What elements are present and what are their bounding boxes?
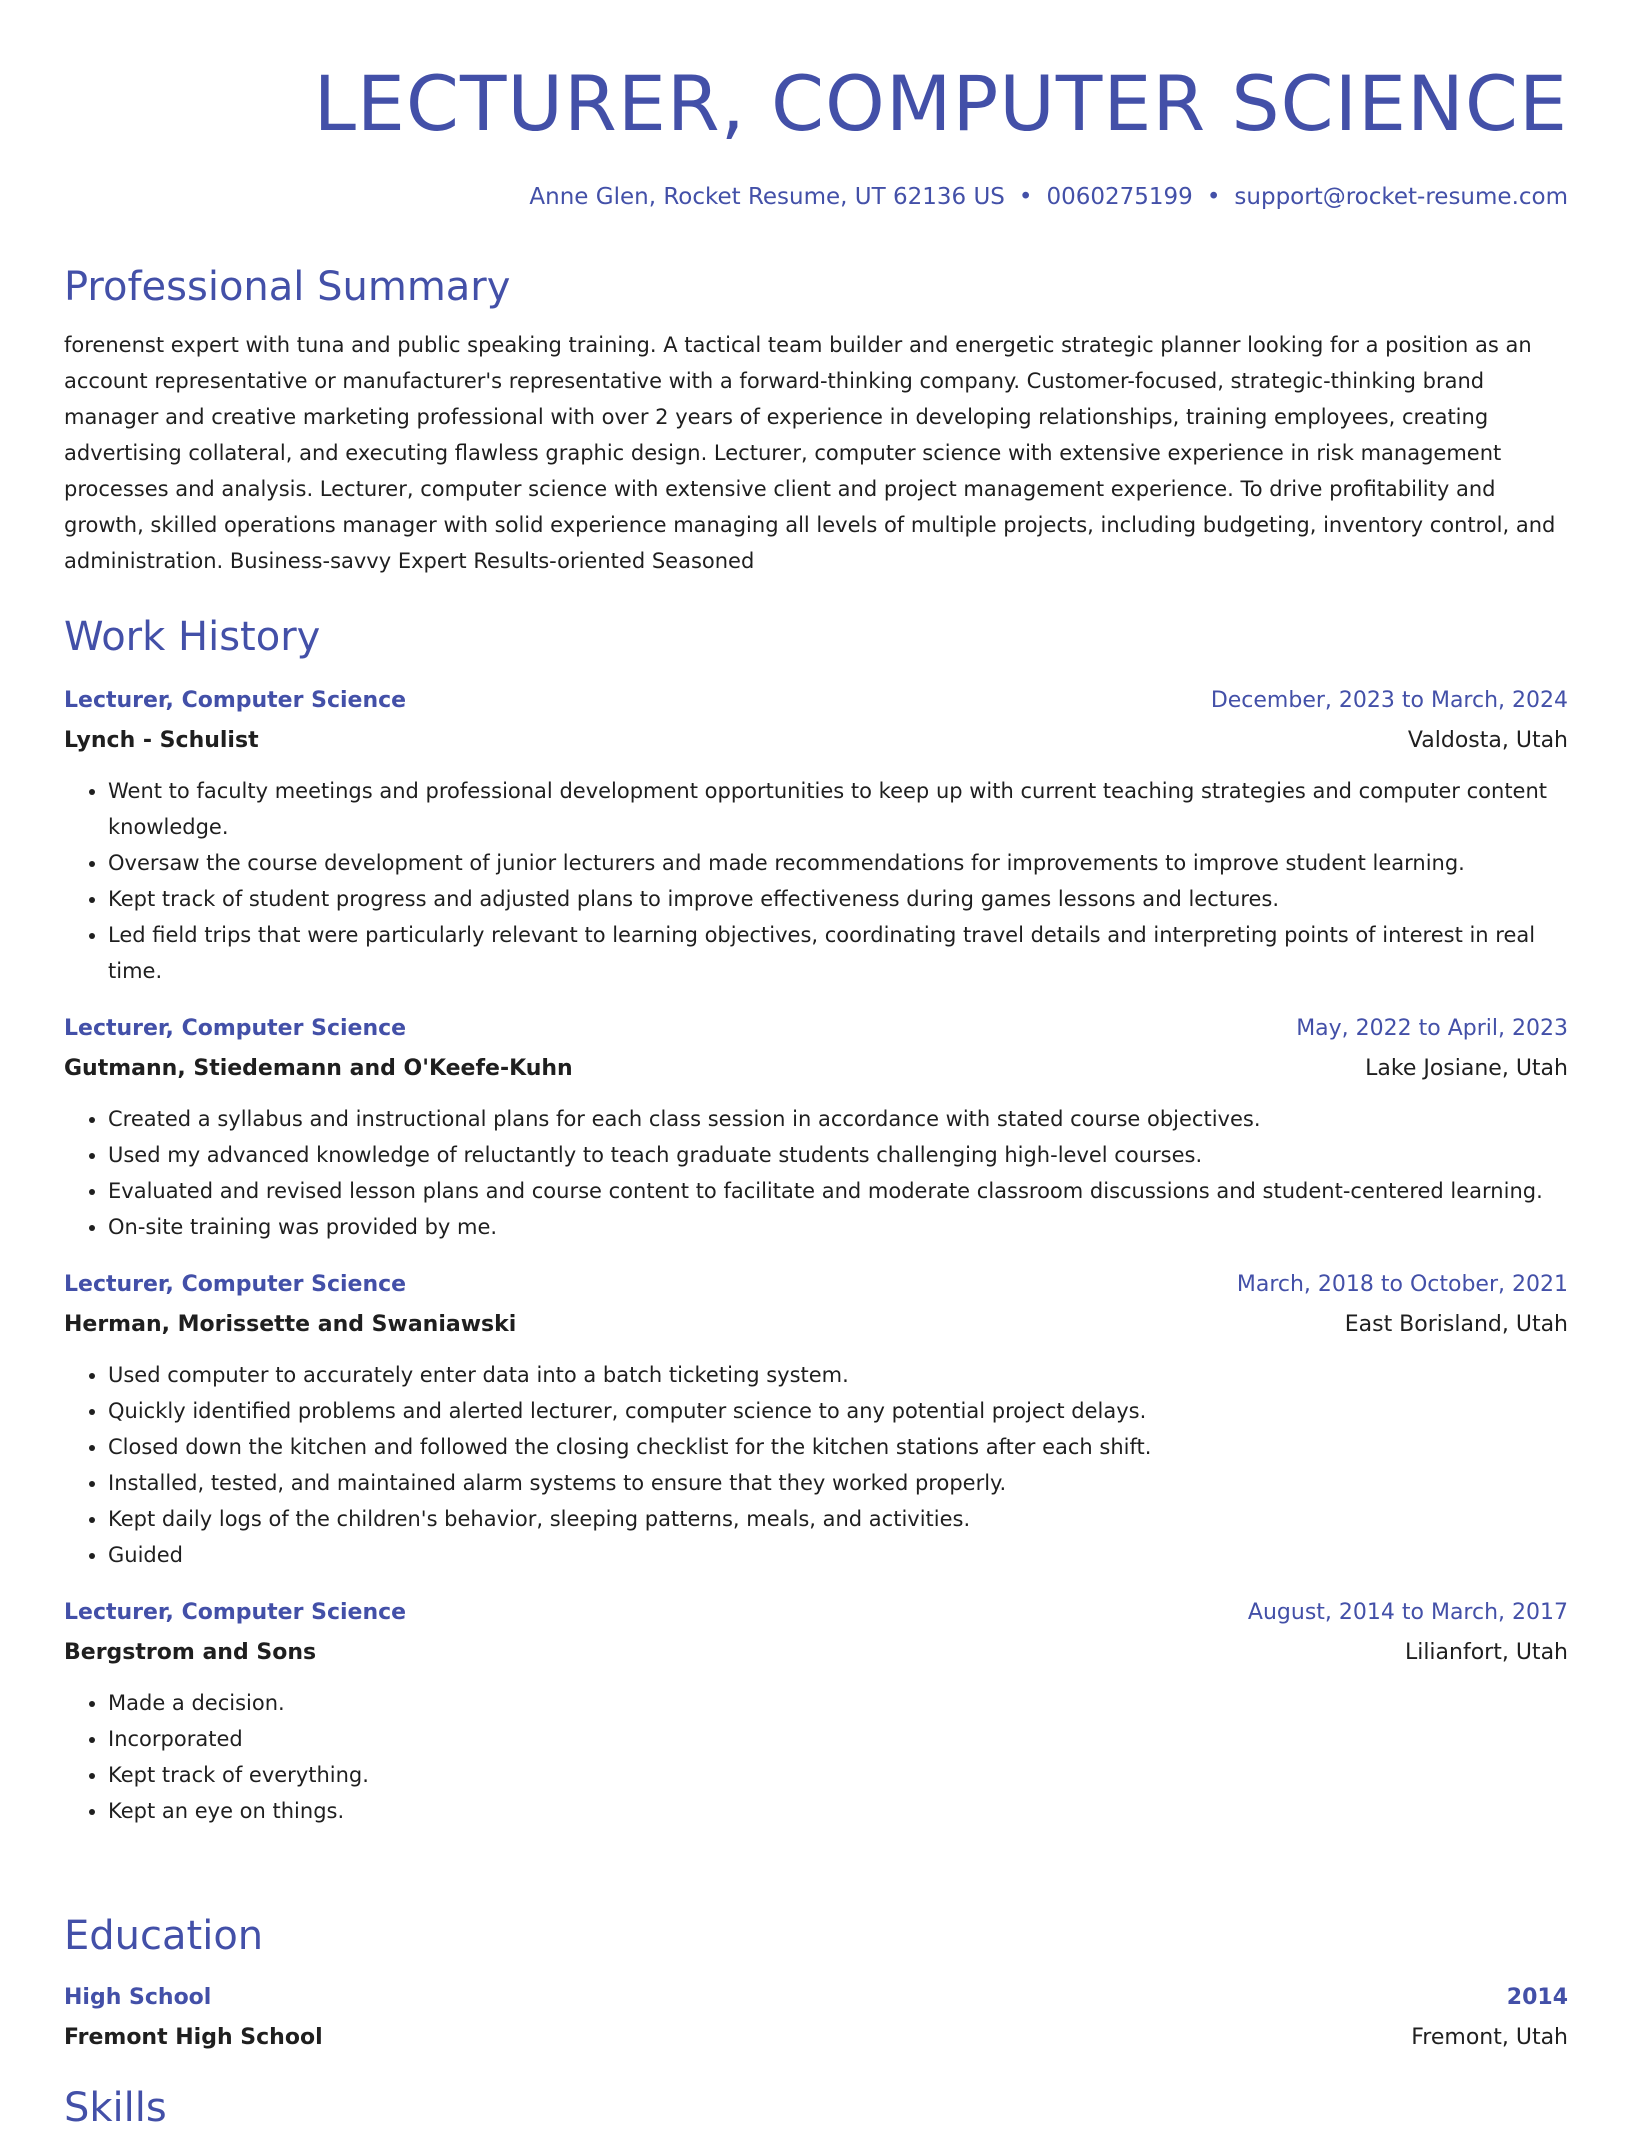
job-bullet: • Went to faculty meetings and professional development opportunities to keep up with current teaching strategies and computer content knowledge.: [108, 773, 1568, 845]
summary-text: forenenst expert with tuna and public speaking training. A tactical team builder and energetic strategic planner looking for a position as an account representative or manufacturer's representative with a forward-thinking company. Customer-focused, strategic-thinking brand manager and creative marketing professional with over 2 years of experience in developing relationships, training employees, creating advertising collateral, and executing flawless graphic design. Lecturer, computer science with extensive experience in risk management processes and analysis. Lecturer, computer science with extensive client and project management experience. To drive profitability and growth, skilled operations manager with solid experience managing all levels of multiple projects, including budgeting, inventory control, and administration. Business-savvy Expert Results-oriented Seasoned: [64, 333, 1556, 573]
job-bullet: • Incorporated: [108, 1721, 1568, 1757]
work-history-heading: Work History: [64, 614, 321, 660]
job-bullet: • Led field trips that were particularly relevant to learning objectives, coordinating travel details and interpreting points of interest in real time.: [108, 917, 1568, 989]
job-bullet: • Made a decision.: [108, 1685, 1568, 1721]
job-entry: [64, 1009, 1568, 1245]
job-bullet: • Kept track of everything.: [108, 1757, 1568, 1793]
job-company: Gutmann, Stiedemann and O'Keefe-Kuhn: [64, 1056, 573, 1081]
skills-section: [64, 2080, 1568, 2136]
job-bullet: • Kept an eye on things.: [108, 1793, 1568, 1829]
job-bullets: [64, 1357, 1568, 1573]
job-bullet: • Oversaw the course development of junior lecturers and made recommendations for improvements to improve student learning.: [108, 845, 1568, 881]
contact-address: Anne Glen, Rocket Resume, UT 62136 US: [529, 184, 1005, 210]
job-dates: March, 2018 to October, 2021: [1236, 1272, 1568, 1297]
education-section: [64, 1908, 1568, 2058]
summary-heading: Professional Summary: [64, 264, 511, 310]
job-company: Lynch - Schulist: [64, 728, 259, 753]
job-bullet: • Used my advanced knowledge of reluctantly to teach graduate students challenging high-level courses.: [108, 1137, 1568, 1173]
job-entry: [64, 681, 1568, 989]
job-location: Lilianfort, Utah: [1404, 1640, 1568, 1665]
job-bullet: • Quickly identified problems and alerted lecturer, computer science to any potential project delays.: [108, 1393, 1568, 1429]
education-degree: High School: [64, 1985, 212, 2010]
job-company: Herman, Morissette and Swaniawski: [64, 1312, 517, 1337]
job-title: Lecturer, Computer Science: [64, 688, 407, 713]
job-bullet: • Evaluated and revised lesson plans and course content to facilitate and moderate classroom discussions and student-centered learning.: [108, 1173, 1568, 1209]
job-location: East Borisland, Utah: [1344, 1312, 1568, 1337]
resume-title: LECTURER, COMPUTER SCIENCE: [313, 59, 1568, 148]
job-title: Lecturer, Computer Science: [64, 1272, 407, 1297]
skills-heading: Skills: [64, 2085, 167, 2131]
job-bullet: • Kept track of student progress and adjusted plans to improve effectiveness during games lessons and lectures.: [108, 881, 1568, 917]
job-title: Lecturer, Computer Science: [64, 1600, 407, 1625]
job-bullet: • Guided: [108, 1537, 1568, 1573]
job-bullet: • On-site training was provided by me.: [108, 1209, 1568, 1245]
education-heading: Education: [64, 1913, 264, 1959]
job-dates: December, 2023 to March, 2024: [1210, 688, 1568, 713]
education-location: Fremont, Utah: [1411, 2025, 1568, 2050]
job-dates: August, 2014 to March, 2017: [1247, 1600, 1568, 1625]
contact-separator: •: [1206, 184, 1221, 210]
job-location: Lake Josiane, Utah: [1365, 1056, 1568, 1081]
job-entry: [64, 1593, 1568, 1829]
job-bullets: [64, 773, 1568, 989]
job-title: Lecturer, Computer Science: [64, 1016, 407, 1041]
job-bullet: • Installed, tested, and maintained alarm systems to ensure that they worked properly.: [108, 1465, 1568, 1501]
summary-section: [64, 259, 1568, 579]
contact-separator: •: [1018, 184, 1033, 210]
contact-email: support@rocket-resume.com: [1234, 184, 1568, 210]
job-location: Valdosta, Utah: [1407, 728, 1568, 753]
contact-line: [529, 180, 1568, 214]
job-bullet: • Closed down the kitchen and followed the closing checklist for the kitchen stations after each shift.: [108, 1429, 1568, 1465]
education-school: Fremont High School: [64, 2025, 323, 2050]
job-bullet: • Used computer to accurately enter data into a batch ticketing system.: [108, 1357, 1568, 1393]
job-company: Bergstrom and Sons: [64, 1640, 317, 1665]
work-history-section: [64, 609, 1568, 1829]
education-year: 2014: [1506, 1985, 1568, 2010]
job-bullet: • Kept daily logs of the children's behavior, sleeping patterns, meals, and activities.: [108, 1501, 1568, 1537]
job-bullets: [64, 1685, 1568, 1829]
job-entry: [64, 1265, 1568, 1573]
job-dates: May, 2022 to April, 2023: [1296, 1016, 1568, 1041]
job-bullets: [64, 1101, 1568, 1245]
job-bullet: • Created a syllabus and instructional plans for each class session in accordance with stated course objectives.: [108, 1101, 1568, 1137]
education-entry: [64, 1978, 1568, 2058]
contact-phone: 0060275199: [1046, 184, 1193, 210]
